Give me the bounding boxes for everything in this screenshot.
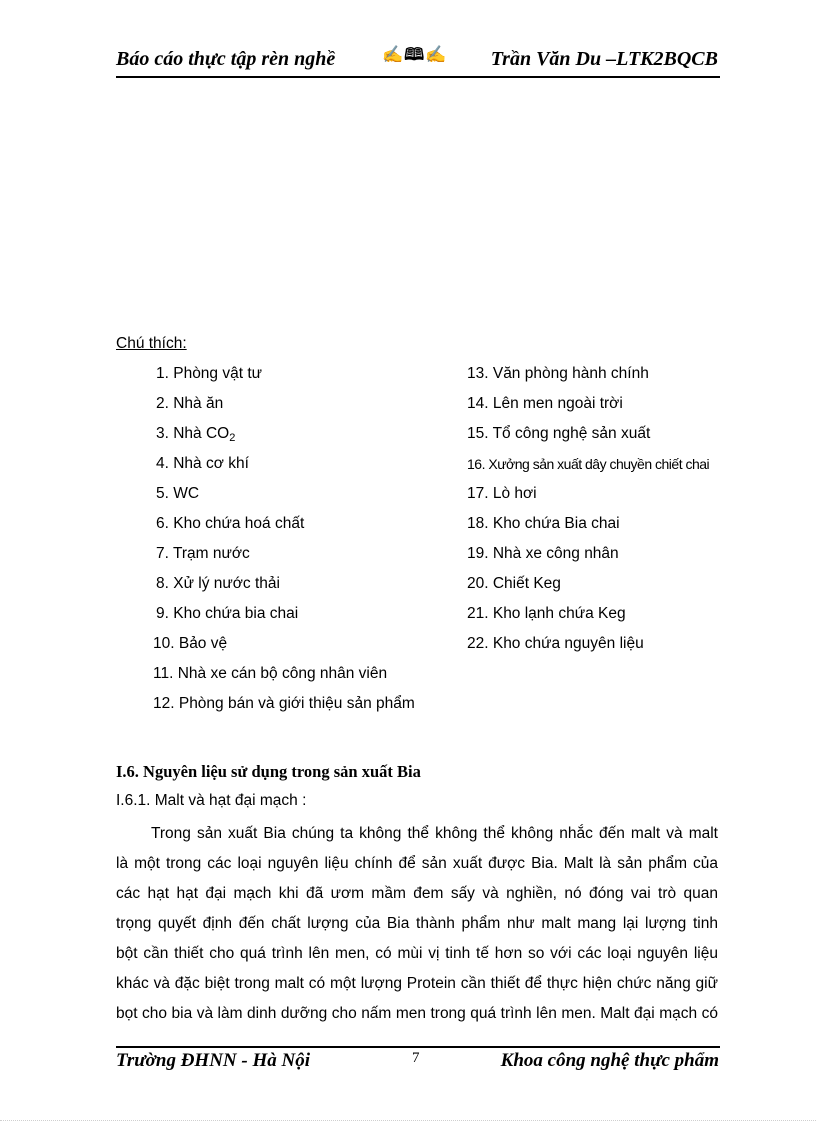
footer-rule: [116, 1046, 720, 1048]
paragraph-line: bột cần thiết cho quá trình lên men, có mùi vị tinh tế hơn so với các loại nguyên liệu: [116, 945, 718, 962]
paragraph-line: khác và đặc biệt trong malt có một lượng Protein cần thiết để thực hiện chức năng giữ: [116, 975, 718, 992]
footer-school: Trường ĐHNN - Hà Nội: [116, 1050, 310, 1071]
legend-item: 1. Phòng vật tư: [156, 365, 263, 382]
paragraph-line: là một trong các loại nguyên liệu chính để sản xuất được Bia. Malt là sản phẩm của: [116, 855, 718, 872]
legend-item: 12. Phòng bán và giới thiệu sản phẩm: [153, 695, 415, 712]
section-title: I.6. Nguyên liệu sử dụng trong sản xuất Bia: [116, 762, 421, 781]
paragraph-line: Trong sản xuất Bia chúng ta không thể không thể không nhắc đến malt và malt: [151, 825, 718, 842]
paragraph-line: trọng quyết định đến chất lượng của Bia thành phẩm như malt mang lại lượng tinh: [116, 915, 718, 932]
legend-item-co2: [156, 423, 235, 445]
page-edge-divider: [0, 1120, 816, 1121]
page-header: [116, 46, 720, 78]
co2-subscript: 2: [229, 432, 236, 444]
legend-item: 15. Tổ công nghệ sản xuất: [467, 425, 651, 442]
header-ornament-icon: ✍🕮✍: [382, 45, 448, 64]
legend-item: 13. Văn phòng hành chính: [467, 365, 649, 382]
body-paragraph: [116, 819, 718, 1029]
legend-caption: Chú thích:: [116, 335, 187, 352]
legend-item: 9. Kho chứa bia chai: [156, 605, 299, 622]
legend-item: 22. Kho chứa nguyên liệu: [467, 635, 644, 652]
page-number: 7: [412, 1050, 420, 1066]
legend-item: 16. Xưởng sản xuất dây chuyền chiết chai: [467, 456, 710, 472]
paragraph-line: bọt cho bia và làm dinh dưỡng cho nấm men trong quá trình lên men. Malt đại mạch có: [116, 1005, 718, 1022]
legend-item: 7. Trạm nước: [156, 545, 250, 562]
legend-item: 21. Kho lạnh chứa Keg: [467, 605, 626, 622]
legend-item: 18. Kho chứa Bia chai: [467, 515, 620, 532]
legend-item: 19. Nhà xe công nhân: [467, 545, 619, 562]
footer-faculty: Khoa công nghệ thực phẩm: [500, 1050, 719, 1071]
legend-item: 8. Xử lý nước thải: [156, 575, 280, 592]
legend-item: 4. Nhà cơ khí: [156, 455, 249, 472]
legend-item: 6. Kho chứa hoá chất: [156, 515, 305, 532]
legend-item: 14. Lên men ngoài trời: [467, 395, 623, 412]
legend-item: 17. Lò hơi: [467, 485, 537, 502]
legend-item: 2. Nhà ăn: [156, 395, 224, 412]
legend-item: 11. Nhà xe cán bộ công nhân viên: [153, 665, 388, 682]
subsection-title: I.6.1. Malt và hạt đại mạch :: [116, 792, 307, 809]
header-author: Trần Văn Du –LTK2BQCB: [490, 48, 718, 70]
legend-item: 10. Bảo vệ: [153, 635, 228, 652]
paragraph-line: các hạt hạt đại mạch khi đã ươm mầm đem sấy và nghiền, nó đóng vai trò quan: [116, 885, 718, 902]
legend-item: 20. Chiết Keg: [467, 575, 561, 592]
header-report-title: Báo cáo thực tập rèn nghề: [116, 48, 336, 70]
legend-item: 5. WC: [156, 485, 200, 502]
legend-item-co2-text: 3. Nhà CO: [156, 425, 230, 442]
